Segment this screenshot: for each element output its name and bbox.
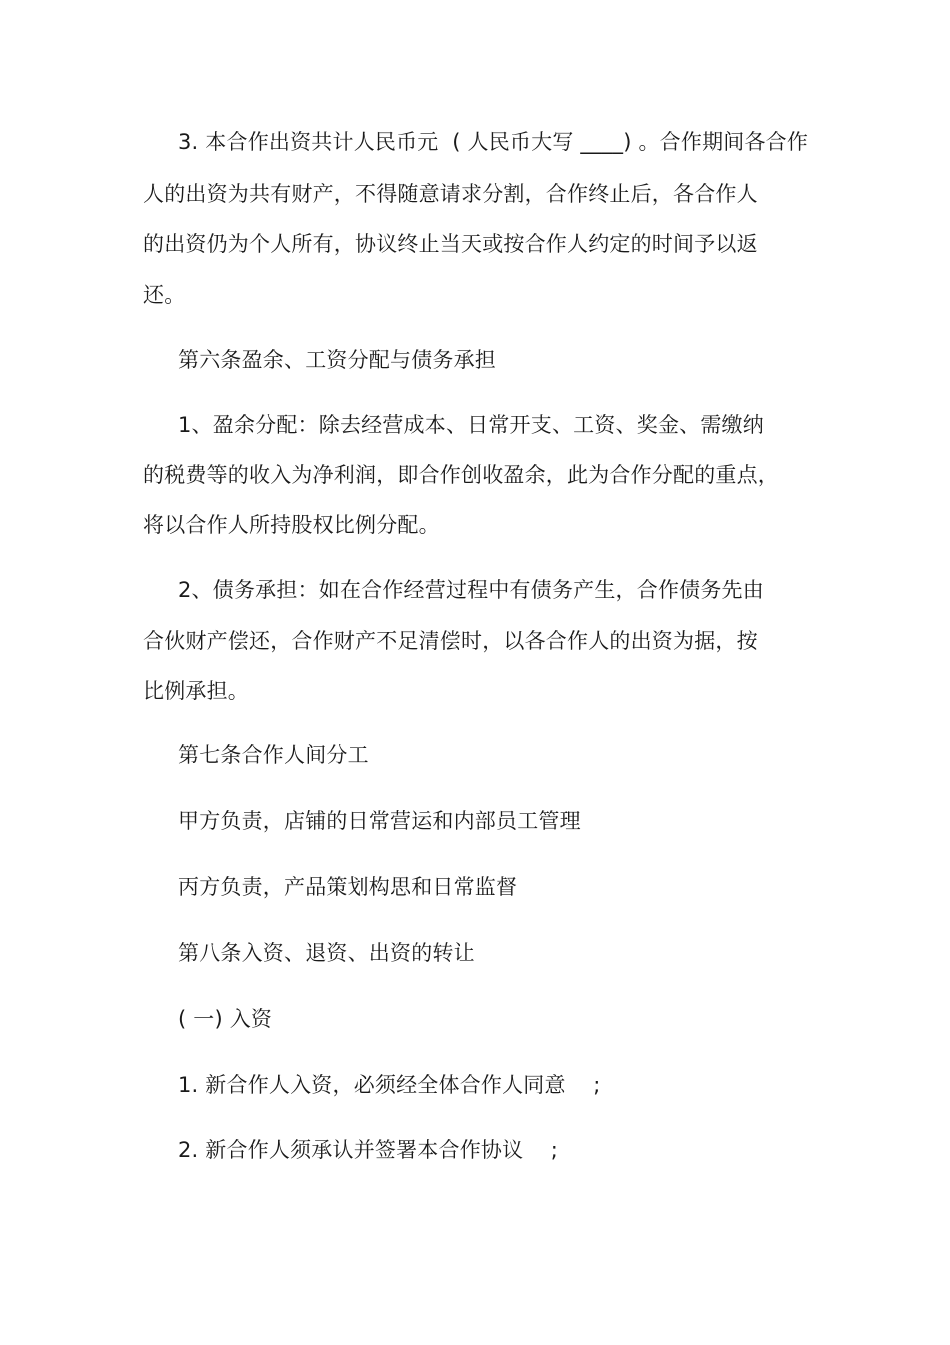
clause-5-item-3-line-2: 人的出资为共有财产，不得随意请求分割，合作终止后，各合作人 xyxy=(143,182,758,206)
article-6-item-2-line-1: 2、债务承担：如在合作经营过程中有债务产生，合作债务先由 xyxy=(178,578,764,602)
article-6-item-1-line-1: 1、盈余分配：除去经营成本、日常开支、工资、奖金、需缴纳 xyxy=(178,413,764,437)
article-6-item-2-line-2: 合伙财产偿还，合作财产不足清偿时，以各合作人的出资为据，按 xyxy=(143,629,758,653)
article-6-item-1-line-3: 将以合作人所持股权比例分配。 xyxy=(143,513,440,537)
article-6-item-1-line-2: 的税费等的收入为净利润，即合作创收盈余，此为合作分配的重点， xyxy=(143,463,779,487)
article-7-party-c: 丙方负责，产品策划构思和日常监督 xyxy=(178,875,518,899)
article-8-section-1-item-2: 2. 新合作人须承认并签署本合作协议 ; xyxy=(178,1138,559,1162)
clause-5-item-3-line-1: 3. 本合作出资共计人民币元 ( 人民币大写 ____) 。合作期间各合作 xyxy=(178,130,809,154)
clause-5-item-3-line-4: 还。 xyxy=(143,283,186,307)
article-6-item-2-line-3: 比例承担。 xyxy=(143,679,249,703)
article-8-heading: 第八条入资、退资、出资的转让 xyxy=(178,941,475,965)
article-7-heading: 第七条合作人间分工 xyxy=(178,743,369,767)
article-8-section-1-heading: ( 一) 入资 xyxy=(178,1007,273,1031)
clause-5-item-3-line-3: 的出资仍为个人所有，协议终止当天或按合作人约定的时间予以返 xyxy=(143,232,758,256)
article-8-section-1-item-1: 1. 新合作人入资，必须经全体合作人同意 ; xyxy=(178,1073,601,1097)
article-6-heading: 第六条盈余、工资分配与债务承担 xyxy=(178,348,496,372)
article-7-party-a: 甲方负责，店铺的日常营运和内部员工管理 xyxy=(178,809,581,833)
